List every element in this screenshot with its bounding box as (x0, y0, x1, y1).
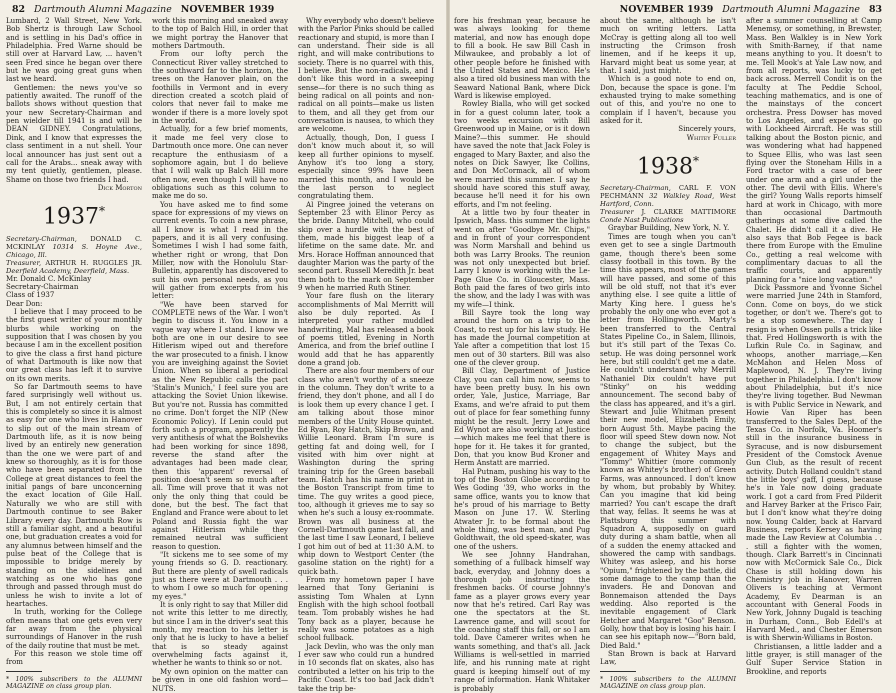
paragraph: So far Dartmouth seems to have fared surprisingly well without us. But, I am not entirely certain that this is completely so since it is almost as easy for one who lives in Hanover to slip out of the main stream of Dartmouth life, as it is now being lived by an entirely new generation than the one we were part of and knew so thoroughly, as it is for those who have been separated from the College at great distances to feel the initial pangs of bare unconcerning the exact location of Gile Hall. Naturally we who are still with Dartmouth continue to see Baker Library every day. Dartmouth Row is still a familiar sight, and a beautiful one, but graduation creates a void for any alumnus between himself and the pulse beat of the College that is impossible to bridge merely by standing on the sidelines and watching as one who has gone through and passed through must do unless he wish to invite a lot of heartaches. (6, 382, 142, 608)
paragraph: after a summer counselling at Camp Menemsy, or something, in Brewster, Mass. Ben Walkley is in New York with Smith-Barney, if that name means anything to you. It doesn't to me. Tell Mook's at Yale Law now, and from all reports, was lucky to get back across. Merrell Condit is on the faculty at The Peddie School, teaching mathematics, and is one of the mainstays of the concert orchestra. Press Dowser has moved to Los Angeles, and expects to go with Lockheed Aircraft. He was still talking about the Boston picnic, and was wondering what had happened to Squee Ellis, who was last seen flying over the Stoneham Hills in a Ford tractor with a case of beer under one arm and a girl under the other. The devil with Ellis. Where's the girl? Young Walls reports himself hard at work in Chicago, with more than occasional Dartmouth gatherings at some dive called the Chalet. He didn't call it a dive. He also says that Bob Fegee is back there from Europe with the Emuline Co., getting a real welcome with complimentary dacuas to all the traffic courts, and apparently planning for a "nice long vacation." (746, 16, 882, 284)
paragraph: Graybar Building, New York, N. Y. (608, 223, 730, 233)
class-year-heading: 1937* (43, 204, 105, 230)
paragraph: Al Pingree joined the veterans on September 23 with Elinor Percy as the bride. Danny Mitchell, who could skip over a hurdle with the best of them, made his biggest leap of a lifetime on the same date. Mr. and Mrs. Horace Hoffman announced that daughter Marion was the party of the second part. Russell Meredith Jr. beat them both to the mark on September 9 when he married Ruth Stiner. (298, 199, 434, 292)
issue-date: NOVEMBER 1939 (180, 4, 275, 15)
paragraph: Which is a good note to end on, Don, because the space is gone. I'm exhausted trying to make something out of this, and you're no one to complain if I haven't, because you asked for it. (600, 74, 736, 126)
paragraph: Secretary-Chairman (6, 281, 79, 291)
left-column-3 (298, 16, 434, 693)
footnote: * 100% subscribers to the ALUMNI MAGAZINE on class group plan. (6, 674, 142, 691)
paragraph: It is only right to say that Miller did not write this letter to me directly, but since I am in the driver's seat this month, my reaction to his letter is only that he is lucky to have a belief that is so steady against overwhelming facts against it, whether he wants to think so or not. (152, 600, 288, 668)
left-column-1 (6, 16, 142, 691)
paragraph: Lumbard, 2 Wall Street, New York. Bob Shertz is through Law School and is settling in his Dad's office in Philadelphia. Fred Warne should be still over at Harvard Law, ... haven't seen Fred since he began over there but he was going great guns when last we heard. (6, 16, 142, 84)
paragraph: work this morning and sneaked away to the top of Balch Hill, in order that we might portray the Hanover that mothers Dartmouth. (152, 16, 288, 51)
paragraph: Your fare flush on the literary accomplishments of Mal Merritt will also be duly reported. As I interpreted your rather muddled handwriting, Mal has released a book of poems titled, Evening in North America, and from the brief outline I would add that he has apparently done a grand job. (298, 291, 434, 368)
paragraph: Why everybody who doesn't believe with the Parlor Pinks should be called reactionary and stupid, is more than I can understand. Their side is all right, and will make contributions to society. There is no quarrel with this, I believe. But the non-radicals, and I don't like this word in a sweeping sense—for there is no such thing as being radical on all points and non-radical on all points—make us listen to them, and all they get from our conversation is nausea, to which they are welcome. (298, 16, 434, 134)
class-year-heading: 1938* (637, 154, 699, 180)
magazine-title: Dartmouth Alumni Magazine (722, 4, 860, 15)
left-page-header (6, 4, 280, 15)
paragraph: Hal Putnam, pushing his way to the top of the Boston Globe according to Wes Goding '39, who works in the same office, wants you to know that he's proud of his marriage to Betty Mason on June 17. W. Sterling Atwater Jr. to be formal about the whole thing, was best man, and Pug Goldthwait, the old speed-skater, was one of the ushers. (454, 466, 590, 551)
paragraph: Bill Clay, Department of Justice Clay, you can call him now, seems to have been pretty busy. In his own order, Yale, Justice, Marriage, Bar Exams, and we're afraid to put them out of place for fear something funny might be the result. Jerry Lowe and Ed Wynot are also working at Justice—which makes me feel that there is hope for it. He takes it for granted, Don, that you know Bud Kroner and Herm Anstatt are married. (454, 366, 590, 468)
paragraph: fore his freshman year, because he was always looking for theme material, and now has enough dope to fill a book. He saw Bill Cash in Milwaukee, and probably a lot of other people before he finished with the United States and Mexico. He's also a tired old business man with the Seaward National Bank, where Dick Ward is likewise employed. (454, 16, 590, 101)
magazine-title: Dartmouth Alumni Magazine (34, 4, 172, 15)
paragraph: From my hometown paper I have learned that Tony Gerianini is assisting Tom Whalen at Lynn English with the high school football team. Tom probably wishes he had Tony back as a player, because he really was some potatoes as a high school fullback. (298, 575, 434, 643)
paragraph: Mr. Donald C. McKinlay (6, 273, 92, 283)
paragraph: "It sickens me to see some of my young friends so G. D. reactionary. But there are plenty of swell radicals just as there were at Dartmouth . . . to whom I owe so much for opening my eyes." (152, 550, 288, 601)
paragraph: Stan Brown is back at Harvard Law, (600, 649, 736, 667)
paragraph: about the same, although he isn't much on writing letters. Latta McCray is getting along all too well instructing the Crimson frosh linemen, and if he keeps it up, Harvard might beat us some year, at that. I said, just might. (600, 16, 736, 76)
page-number: 83 (868, 4, 882, 15)
footnote-rule (600, 671, 636, 672)
closing: Sincerely yours, (678, 124, 736, 134)
paragraph: Dick Passmore and Yvonne Sichel were married June 24th in Stamford, Conn. Come on boys, do we stick together, or don't we. There's got to be a stop somewhere. The day I resign is when Ossen pulls a trick like that. Fred Hollingsworth is with the Lufkin Rule Co. in Saginaw, and whoops, another marriage,—Ken McMahon and Helen Moss of Maplewood, N. J. They're living together in Philadelphia. I don't know about Philadelphia, but it's nice they're living together. Bud Newman is with Public Service in Newark, and Howie Van Riper has been transferred to the Sales Dept. of the Texas Co. in Norfolk, Va. Hoomer's still in the insurance business in Syracuse, and is now disbursement President of the Comstock Avenue Gun Club, as the result of recent activity. Dutch Holland couldn't stand the little boys' gaff, I guess, because he's in Yale now doing graduate work. I got a card from Fred Pilderit and Harvey Barker at the Frisco Fair, but I don't know what they're doing now. Young Calder, back at Harvard Business, reports Kersey as having made the Law Review at Columbia . . . still a fighter with the women, though. Clark Barrett's in Cincinnati now with McCormick Sale Co., Dick Chase is still holding down his Chemistry job in Hanover, Warren Olivers is teaching at Vermont Academy, Ev Dearman is an accountant with General Foods in New York, Johnny Dugald is teaching in Durham, Conn., Bob Edell's at Harvard Med., and Chester Emerson is with Sherwin-Williams in Boston. (746, 283, 883, 643)
issue-date: NOVEMBER 1939 (619, 4, 714, 15)
treasurer-info: Treasurer J. CLARKE MATTIMORE Conde Nast Publications (600, 208, 736, 225)
paragraph: Dear Don: (6, 298, 43, 308)
paragraph: Bill Sayre took the long way around the horn on a trip to the Coast, to rest up for his law study. He has made the Journal competition at Yale after a competition that lost 15 men out of 30 starters. Bill was also one of the clever group. (454, 308, 590, 368)
paragraph: You have asked me to find some space for expressions of my views on current events. To coin a new phrase, all I know is what I read in the papers, and it is all very confusing. Sometimes I wish I had some faith, whether right or wrong, that Don Miller, now with the Honolulu Star-Bulletin, apparently has discovered to suit his own personal needs, as you will gather from excerpts from his letter: (152, 199, 288, 301)
paragraph: Rowley Bialla, who will get socked in for a guest column later, took a two weeks excursion with Bill Greenwood up in Maine, or is it down Maine?—this summer. He should have saved the note that Jack Foley is engaged to Mary Baxter, and also the notes on Dick Sawyer, Ike Collins, and Don McCormack, all of whom were married this summer. I say he should have scored this stuff away, because he'll need it for his own efforts, and I'm not feeling. (454, 99, 590, 209)
right-page-header (614, 4, 888, 15)
right-column-3 (746, 16, 883, 676)
treasurer-info: Treasurer, ARTHUR H. RUGGLES JR. Deerfield Academy, Deerfield, Mass. (6, 258, 142, 275)
paragraph: Gentlemen: the news you've so patiently awaited. The runoff of the ballots shows without question that your new Secretary-Chairman and pen wielder till 1941 is and will be DEAN GIDNEY. Congratulations, Dink, and I know that expresses the class sentiment in a nut shell. Your local announcer has just sent out a call for the Arabs... sneak away with my tent quietly, gentlemen, please. Shame on those two friends I had. (6, 82, 142, 184)
right-column-1 (454, 16, 590, 693)
footnote: * 100% subscribers to the ALUMNI MAGAZINE on class group plan. (600, 674, 736, 691)
paragraph: Christiansen, a little ladder and a little grayer, is still manager of the Gulf Super Service Station in Brookline, and reports (746, 641, 882, 676)
footnote-rule (6, 671, 42, 672)
paragraph: Actually, for a few brief moments, it made me feel very close to Dartmouth once more. One can never recapture the enthusiasm of a sophomore again, but I do believe that I will walk up Balch Hill more often now, even though I will have no obligations such as this column to make me do so. (152, 124, 288, 201)
signature: Whitey Fuller (686, 132, 736, 142)
paragraph: My own opinion on the matter can be given in one old fashion word—NUTS. (152, 666, 288, 693)
paragraph: Times are tough when you can't even get to see a single Dartmouth game, though there's been some classy football in this town. By the time this appears, most of the games will have passed, and some of this will be old stuff, not that it's ever anything else. I see quite a little of Marty King here. I guess he's probably the only one who ever got a letter from Hollingworth. Marty's been transferred to the Central States Pipeline Co., in Salem, Illinois, but it's still part of the Texas Co. setup. He was doing personnel work here, but still couldn't get me a date. He couldn't understand why Merrill Nathaniel Dix couldn't have put "Stinky" on his wedding announcement. The second baby of the class has appeared, and it's a girl. Stewart and Julie Whitman present their new model, Elizabeth Emily, born August 5th. Maybe pacing the floor will speed Stew down now. Not to change the subject, but the engagement of Whitey Mays and "Tommy" Whittier (more commonly known as Whitey's brother) of Green Farms, was announced. I don't know by whom, but probably by Whitey. Can you imagine that kid being married? You can't escape the draft that way, fellas. It seems he was at Plattsburg this summer with Squadron A, supposedly on guard duty during a sham battle, when all of a sudden the enemy attacked and showered the camp with sandbags. Whitey was asleep, and his horse "Opium," frightened by the battle, did some damage to the camp than the invaders. He and Donovan and Bonnemaison attended the Days wedding. Also reported is the inevitable engagement of Clark Hetcher and Margaret "Goo" Benson. Golly, how that boy is losing his hair. I can see his epitaph now—"Born bald, Died Bald." (600, 231, 736, 650)
paragraph: Class of 1937 (6, 290, 55, 300)
page-number: 82 (12, 4, 26, 15)
paragraph: "We have been starved for COMPLETE news of the War. I won't begin to discuss it. You know in a vague way where I stand. I know we both are one in our desire to see Hitlerism wiped out and therefore the war prosecuted to a finish. I know you are inveighing against the Soviet Union. When so liberal a periodical as the New Republic calls the pact 'Stalin's Munich,' I feel sure you are attacking the Soviet Union likewise. But you're not. Russia has committed no crime. Don't forget the NIP (New Economic Policy). If Lenin could put forth such a program, apparently the very antithesis of what the Bolsheviks had been working for since 1898, reverse the stand after the advantages had been made clear, then this 'apparent' reversal of position doesn't seem so much after all. Time will prove that it was not only the only thing that could be done, but the best. The fact that England and France were about to let Poland and Russia fight the war against Hitlerism while they remained neutral was sufficient reason to question. (152, 299, 288, 551)
paragraph: In truth, working for the College often means that one gets even very far away from the physical surroundings of Hanover in the rush of the daily routine that must be met. (6, 607, 142, 650)
paragraph: We see Johnny Handrahan, something of a fullback himself way back, everyday, and Johnny does a thorough job instructing the freshmen backs. Of course Johnny's fame as a player grows every year now that he's retired. Carl Ray was one the spectators at the St. Lawrence game, and will scout for the coaching staff this fall, or so I am told. Dave Camerer writes when he wants something, and that's all. Jack Williams is well-settled in married life, and his running mate at right guard is keeping himself out of my range of information. Hank Whitaker is probably (454, 550, 590, 693)
paragraph: There are also four members of our class who aren't worthy of a sneeze in the column. They don't write to a friend, they don't phone, and all I do is look them up every chance I get. I am talking about those minor members of the Unity House quintet. Ed Ryan, Roy Hatch, Skip Brown, and Willie Leonard. Bram I'm sure is getting fat and doing well, for I visited with him over night at Washington during the spring training trip for the Green baseball team. Hatch has his name in print in the Boston Transcript from time to time. The guy writes a good piece, too, although it grieves me to say so when he's such a lousy ex-roommate. Brown was all business at the Cornell-Dartmouth game last fall, and the last time I saw Leonard, I believe I got him out of bed at 11:30 A.M. to whip down to Westport Center (the gasoline station on the right) for a quick bath. (298, 366, 434, 576)
right-column-2 (600, 16, 736, 691)
signature: Dick Morton (97, 182, 142, 192)
secretary-info: Secretary-Chairman, CARL F. VON PECHMANN 32 Walkley Road, West Hartford, Conn. (600, 184, 736, 209)
paragraph: At a little two by four theater in Ipswich, Mass. this summer the lights went on after "Goodbye Mr. Chips," and in front of your correspondent was Norm Marshall and behind us both was Larry Brooks. The reunion was not only unexpected but brief. Larry I know is working with the Le-Page Glue Co. in Gloucester, Mass. Both paid the fares of two girls into the show, and the lady I was with was my wife—I think. (454, 207, 590, 309)
left-page (0, 0, 446, 693)
right-page (450, 0, 896, 693)
paragraph: Jack Devlin, who was the only man I ever saw who could run a hundred in 10 seconds flat on skates, also has contributed a letter on his trip to the Pacific Coast. It's too bad Jack didn't take the trip be- (298, 641, 434, 693)
paragraph: Actually, though, Don, I guess I don't know much about it, so will keep all further opinions to myself. Anyhow it's too long a story, especially since 99% have been married this month, and I would be the last person to neglect congratulating them. (298, 132, 434, 201)
left-column-2 (152, 16, 288, 693)
secretary-info: Secretary-Chairman, DONALD C. MCKINLAY 10314 S. Hoyne Ave., Chicago, Ill. (6, 234, 142, 259)
paragraph: For this reason we stole time off from (6, 649, 142, 667)
paragraph: I believe that I may proceed to be the first guest writer of your monthly blurbs while working on the supposition that I was chosen by you because I am in the excellent position to give the class a first hand picture of what Dartmouth is like now that our great class has left it to survive on its own merits. (6, 306, 142, 383)
paragraph: From our lofty perch the Connecticut River valley stretched to the southward far to the horizon, the trees on the Hanover plain, on the foothills in Vermont and in every direction created a scotch plaid of colors that never fail to make me wonder if there is a more lovely spot in the world. (152, 49, 288, 126)
